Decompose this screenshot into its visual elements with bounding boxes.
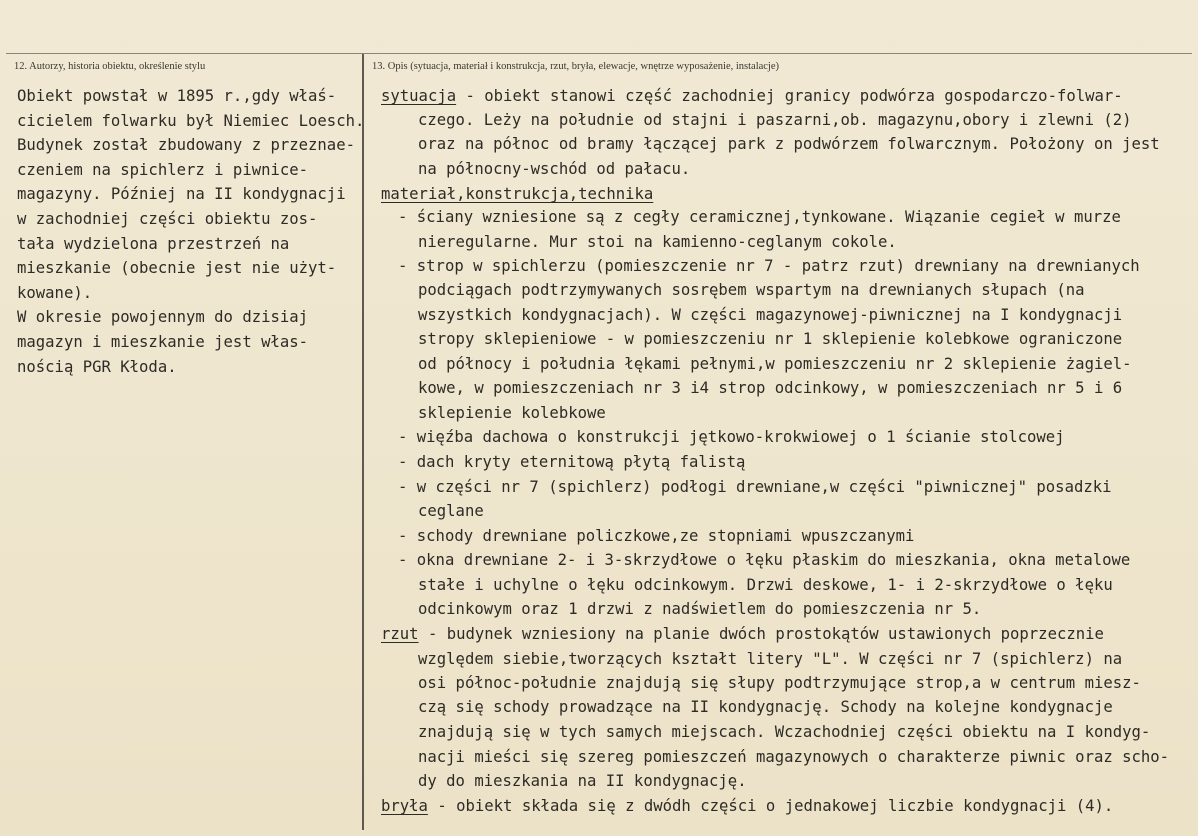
history-line: w zachodniej części obiektu zos-: [17, 210, 318, 228]
continuation-line: [418, 281, 1085, 299]
line-text: - budynek wzniesiony na planie dwóch prostokątów ustawionych poprzecznie: [418, 625, 1104, 643]
line-text: - schody drewniane policzkowe,ze stopniami wpuszczanymi: [398, 527, 915, 545]
section-line: [381, 185, 653, 203]
continuation-line: [418, 723, 1150, 741]
continuation-line: [418, 772, 747, 790]
continuation-line: [418, 306, 1122, 324]
section-label: rzut: [381, 625, 419, 643]
section-line: [381, 797, 1113, 815]
history-line: magazyn i mieszkanie jest włas-: [17, 333, 309, 351]
continuation-line: [418, 330, 1122, 348]
section-label: materiał,konstrukcja,technika: [381, 185, 654, 203]
line-text: nacji mieści się szereg pomieszczeń magazynowych o charakterze piwnic oraz scho-: [418, 748, 1170, 766]
line-text: - w części nr 7 (spichlerz) podłogi drewniane,w części "piwnicznej" posadzki: [398, 478, 1112, 496]
line-text: odcinkowym oraz 1 drzwi z nadświetlem do pomieszczenia nr 5.: [418, 600, 982, 618]
section-line: [381, 87, 1123, 105]
line-text: stropy sklepieniowe - w pomieszczeniu nr 1 sklepienie kolebkowe ograniczone: [418, 330, 1123, 348]
section-line: [381, 625, 1104, 643]
continuation-line: [418, 502, 484, 520]
line-text: dy do mieszkania na II kondygnację.: [418, 772, 747, 790]
top-rule: [6, 53, 1192, 54]
history-line: mieszkanie (obecnie jest nie użyt-: [17, 259, 337, 278]
continuation-line: [418, 404, 606, 422]
section-12-header: 12. Autorzy, historia obiektu, określenie stylu: [14, 61, 206, 72]
section-label: bryła: [381, 797, 428, 815]
line-text: - dach kryty eternitową płytą falistą: [398, 453, 746, 471]
line-text: sklepienie kolebkowe: [418, 404, 606, 422]
continuation-line: [418, 748, 1169, 766]
continuation-line: [418, 576, 1113, 594]
line-text: stałe i uchylne o łęku odcinkowym. Drzwi deskowe, 1- i 2-skrzydłowe o łęku: [418, 576, 1113, 594]
continuation-line: [418, 233, 897, 251]
line-text: - ściany wzniesione są z cegły ceramicznej,tynkowane. Wiązanie cegieł w murze: [398, 208, 1121, 226]
continuation-line: [418, 135, 1160, 153]
history-line: nością PGR Kłoda.: [17, 357, 177, 376]
bullet-line: [398, 208, 1121, 226]
history-line: czeniem na spichlerz i piwnice-: [17, 160, 309, 179]
continuation-line: [418, 698, 1113, 716]
bullet-line: [398, 428, 1065, 446]
section-13-header: 13. Opis (sytuacja, materiał i konstrukcja, rzut, bryła, elewacje, wnętrze wyposażenie, instalacje): [372, 61, 780, 72]
line-text: wszystkich kondygnacjach). W części magazynowej-piwnicznej na I kondygnacji: [418, 306, 1123, 324]
line-text: od północy i południa łękami pełnymi,w pomieszczeniu nr 2 sklepienie żagiel-: [418, 355, 1132, 373]
bullet-line: [398, 453, 745, 471]
bullet-line: [398, 551, 1130, 569]
column-divider: [362, 54, 364, 830]
line-text: - obiekt stanowi część zachodniej granicy podwórza gospodarczo-folwar-: [456, 87, 1123, 105]
continuation-line: [418, 650, 1122, 668]
line-text: - więźba dachowa o konstrukcji jętkowo-krokwiowej o 1 ścianie stolcowej: [398, 428, 1065, 446]
continuation-line: [418, 600, 981, 618]
line-text: czą się schody prowadzące na II kondygnację. Schody na kolejne kondygnacje: [418, 698, 1113, 716]
line-text: nieregularne. Mur stoi na kamienno-ceglanym cokole.: [418, 233, 897, 251]
history-line: tała wydzielona przestrzeń na: [17, 234, 290, 253]
history-line: Obiekt powstał w 1895 r.,gdy właś-: [17, 87, 337, 105]
line-text: osi północ-południe znajdują się słupy podtrzymujące strop,a w centrum miesz-: [418, 674, 1141, 692]
line-text: na północny-wschód od pałacu.: [418, 160, 691, 178]
history-line: magazyny. Później na II kondygnacji: [17, 185, 346, 204]
line-text: - obiekt składa się z dwódh części o jednakowej liczbie kondygnacji (4).: [427, 797, 1114, 815]
line-text: podciągach podtrzymywanych sosrębem wspartym na drewnianych słupach (na: [418, 281, 1085, 299]
bullet-line: [398, 257, 1140, 275]
line-text: - strop w spichlerzu (pomieszczenie nr 7 - patrz rzut) drewniany na drewnianych: [398, 257, 1140, 275]
continuation-line: [418, 111, 1132, 129]
continuation-line: [418, 160, 690, 178]
bullet-line: [398, 527, 914, 545]
line-text: znajdują się w tych samych miejscach. Wczachodniej części obiektu na I kondyg-: [418, 723, 1151, 741]
history-line: Budynek został zbudowany z przeznae-: [17, 136, 355, 155]
bullet-line: [398, 478, 1112, 496]
line-text: - okna drewniane 2- i 3-skrzydłowe o łęku płaskim do mieszkania, okna metalowe: [398, 551, 1131, 569]
section-label: sytuacja: [381, 87, 457, 105]
history-line: W okresie powojennym do dzisiaj: [17, 308, 309, 327]
line-text: czego. Leży na południe od stajni i paszarni,ob. magazynu,obory i zlewni (2): [418, 111, 1132, 129]
line-text: kowe, w pomieszczeniach nr 3 i4 strop odcinkowy, w pomieszczeniach nr 5 i 6: [418, 379, 1123, 397]
line-text: względem siebie,tworzących kształt litery "L". W części nr 7 (spichlerz) na: [418, 650, 1123, 668]
history-line: kowane).: [17, 283, 93, 302]
history-line: cicielem folwarku był Niemiec Loesch.: [17, 111, 365, 130]
line-text: oraz na północ od bramy łączącej park z podwórzem folwarcznym. Położony on jest: [418, 135, 1160, 153]
continuation-line: [418, 355, 1132, 373]
line-text: ceglane: [418, 502, 484, 520]
continuation-line: [418, 674, 1141, 692]
continuation-line: [418, 379, 1122, 397]
